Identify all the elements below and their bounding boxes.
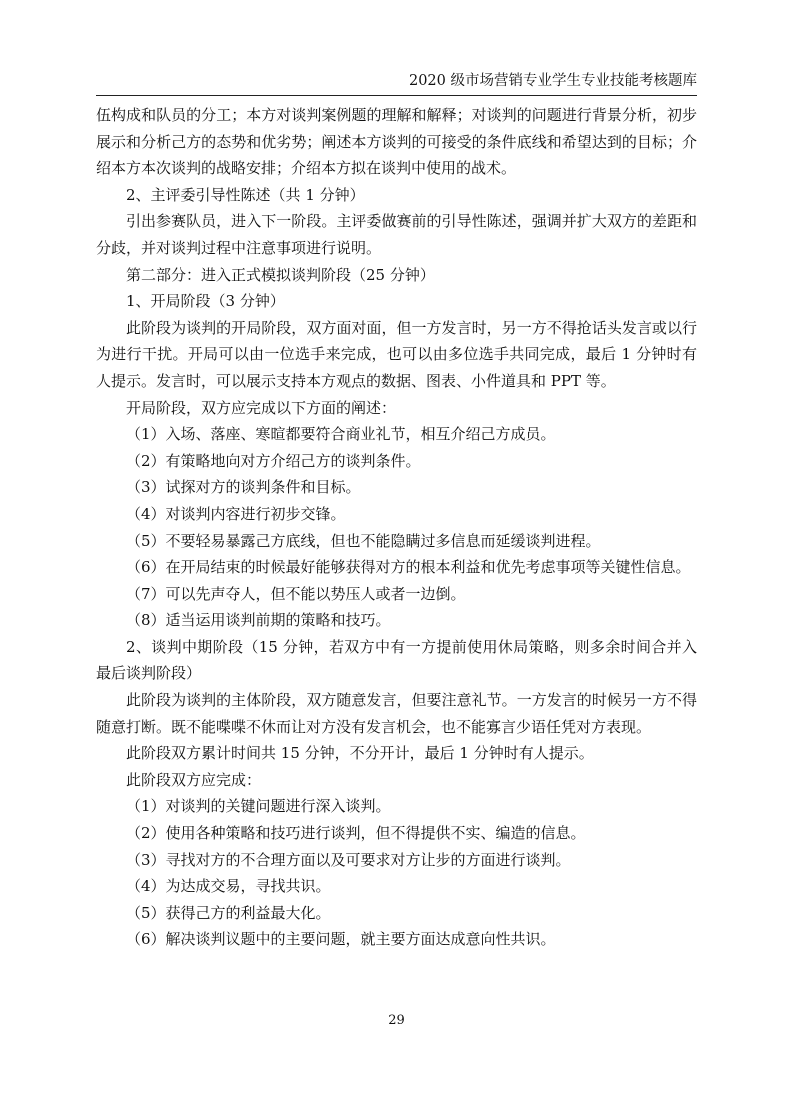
- body-paragraph: （3）寻找对方的不合理方面以及可要求对方让步的方面进行谈判。: [126, 850, 571, 869]
- body-paragraph: 2、谈判中期阶段（15 分钟，若双方中有一方提前使用休局策略，则多余时间合并入最后谈判阶段）: [96, 637, 697, 683]
- body-paragraph: （7）可以先声夺人，但不能以势压人或者一边倒。: [126, 584, 466, 603]
- body-paragraph: （5）获得己方的利益最大化。: [126, 903, 331, 922]
- body-paragraph: （2）使用各种策略和技巧进行谈判，但不得提供不实、编造的信息。: [126, 824, 586, 843]
- page-number: 29: [388, 1013, 405, 1028]
- body-paragraph: 第二部分：进入正式模拟谈判阶段（25 分钟）: [126, 265, 435, 284]
- body-paragraph: 开局阶段，双方应完成以下方面的阐述：: [126, 398, 397, 417]
- body-paragraph: （4）为达成交易，寻找共识。: [126, 877, 331, 896]
- body-paragraph: 此阶段为谈判的主体阶段，双方随意发言，但要注意礼节。一方发言的时候另一方不得随意打断。既不能喋喋不休而让对方没有发言机会，也不能寡言少语任凭对方表现。: [96, 691, 697, 736]
- body-paragraph: （8）适当运用谈判前期的策略和技巧。: [126, 611, 391, 630]
- body-paragraph: （4）对谈判内容进行初步交锋。: [126, 504, 346, 523]
- header-rule: [96, 95, 697, 96]
- body-paragraph: （5）不要轻易暴露己方底线，但也不能隐瞒过多信息而延缓谈判进程。: [126, 531, 601, 550]
- running-header: 2020 级市场营销专业学生专业技能考核题库: [408, 73, 697, 89]
- body-paragraph: （6）在开局结束的时候最好能够获得对方的根本利益和优先考虑事项等关键性信息。: [126, 558, 691, 577]
- body-paragraph: 此阶段为谈判的开局阶段，双方面对面，但一方发言时，另一方不得抢话头发言或以行为进行干扰。开局可以由一位选手来完成，也可以由多位选手共同完成，最后 1 分钟时有人提示。发言时，可以展示支持本方观点的数据、图表、小件道具和 PPT 等。: [96, 318, 697, 390]
- body-paragraph: 1、开局阶段（3 分钟）: [126, 292, 285, 311]
- body-paragraph: （1）入场、落座、寒暄都要符合商业礼节，相互介绍己方成员。: [126, 425, 556, 444]
- page-body: [96, 102, 697, 953]
- body-paragraph: 引出参赛队员，进入下一阶段。主评委做赛前的引导性陈述，强调并扩大双方的差距和分歧，并对谈判过程中注意事项进行说明。: [96, 212, 697, 257]
- body-paragraph: （6）解决谈判议题中的主要问题，就主要方面达成意向性共识。: [126, 930, 556, 949]
- body-paragraph: 伍构成和队员的分工；本方对谈判案例题的理解和解释；对谈判的问题进行背景分析，初步展示和分析己方的态势和优劣势；阐述本方谈判的可接受的条件底线和希望达到的目标；介绍本方本次谈判的战略安排；介绍本方拟在谈判中使用的战术。: [96, 106, 697, 178]
- body-paragraph: 此阶段双方应完成：: [126, 770, 262, 789]
- body-paragraph: 2、主评委引导性陈述（共 1 分钟）: [126, 185, 365, 204]
- body-paragraph: （3）试探对方的谈判条件和目标。: [126, 478, 361, 497]
- body-paragraph: （1）对谈判的关键问题进行深入谈判。: [126, 797, 391, 816]
- body-paragraph: （2）有策略地向对方介绍己方的谈判条件。: [126, 451, 421, 470]
- body-paragraph: 此阶段双方累计时间共 15 分钟，不分开计，最后 1 分钟时有人提示。: [126, 744, 594, 763]
